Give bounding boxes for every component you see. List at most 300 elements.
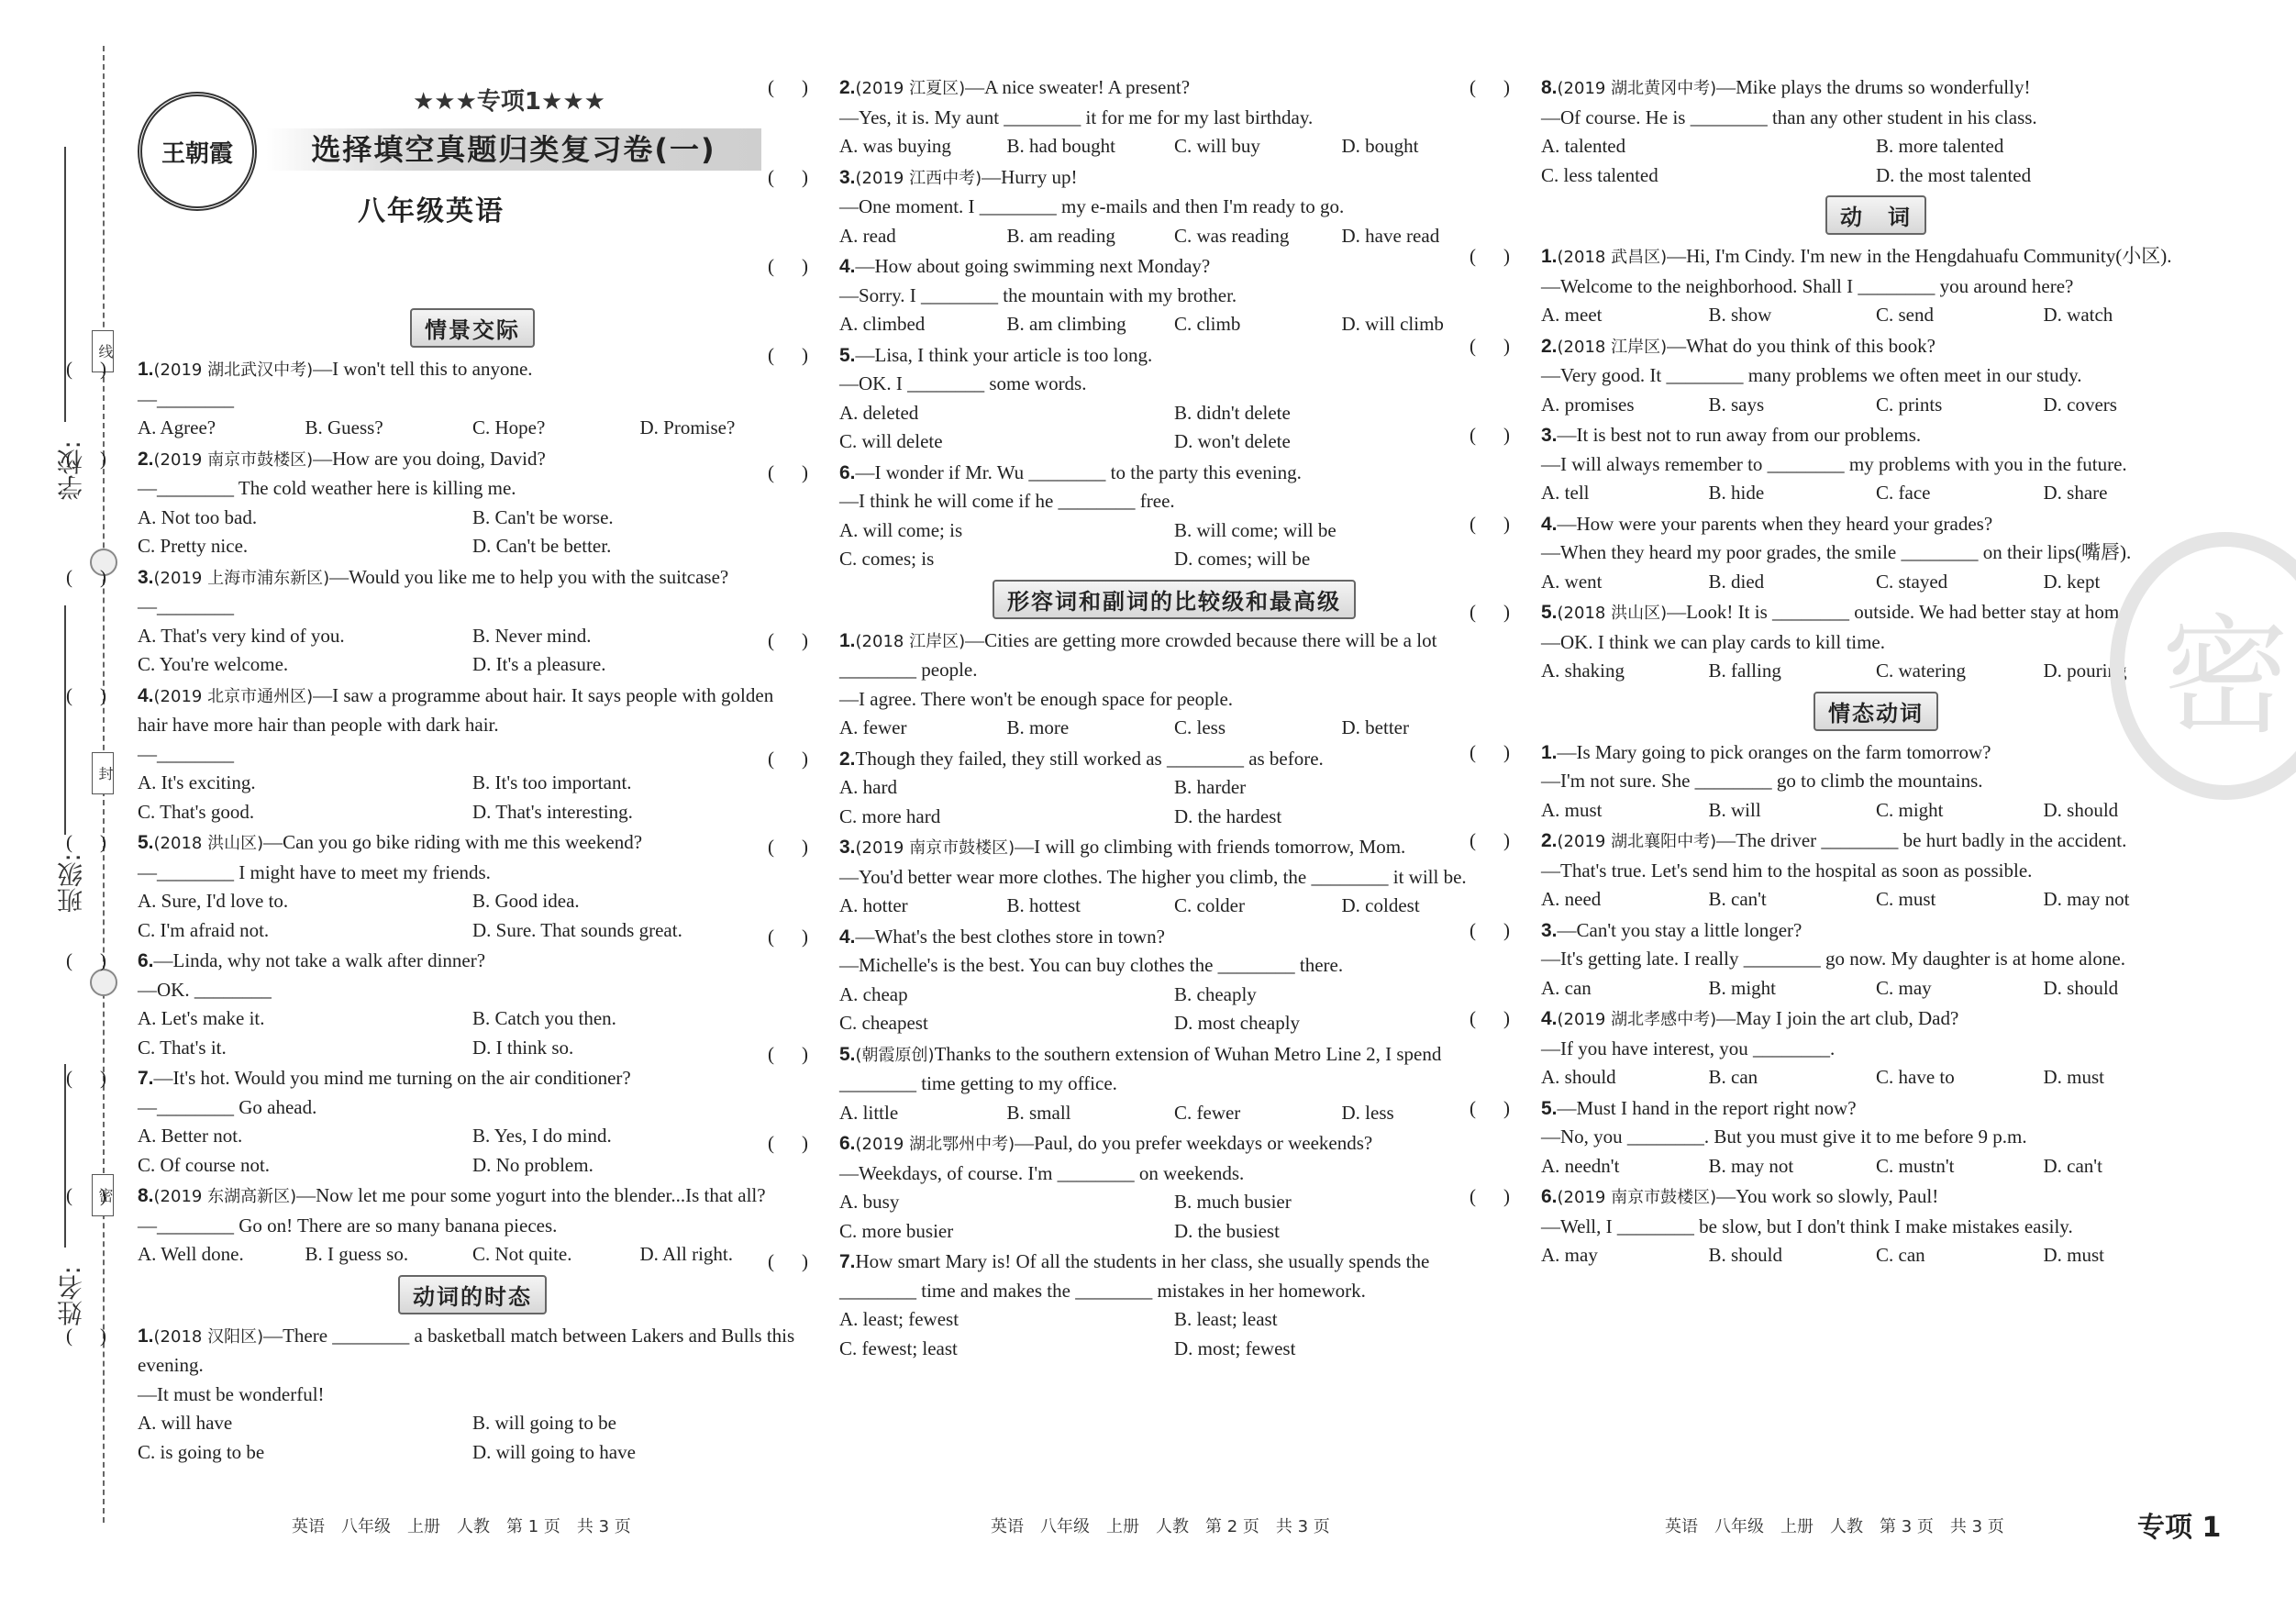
section-heading — [1541, 195, 2211, 235]
question-stem — [1541, 242, 2211, 301]
section-heading — [1541, 692, 2211, 731]
question-number: 6. — [839, 1133, 856, 1154]
answer-option[interactable]: B. cheaply — [1174, 982, 1257, 1005]
answer-option[interactable]: D. better — [1341, 716, 1409, 738]
question-stem — [1541, 1004, 2211, 1063]
answer-option[interactable]: C. I'm afraid not. — [138, 918, 270, 941]
answer-option[interactable]: B. small — [1006, 1101, 1071, 1124]
answer-option[interactable]: B. Can't be worse. — [472, 505, 614, 528]
seal-mark-secret: 密 — [92, 1174, 114, 1216]
question-number: 5. — [1541, 1097, 1558, 1119]
answer-option[interactable]: A. tell — [1541, 482, 1590, 504]
answer-option[interactable]: D. the hardest — [1174, 804, 1282, 827]
question-item — [138, 1064, 807, 1180]
answer-option[interactable]: D. Sure. That sounds great. — [472, 918, 682, 941]
question-line: —How were your parents when they heard your grades? — [1557, 512, 1993, 535]
answer-option[interactable]: B. Good idea. — [472, 890, 580, 912]
question-number: 1. — [138, 1325, 154, 1347]
question-number: 2. — [138, 448, 154, 470]
question-item — [138, 828, 807, 945]
question-item — [138, 355, 807, 443]
section-title: 情景交际 — [410, 308, 535, 348]
answer-option[interactable]: A. climbed — [839, 313, 926, 335]
question-column-2 — [839, 73, 1509, 1365]
question-line: —Of course. He is ________ than any other student in his class. — [1541, 105, 2037, 128]
question-source: (2018 武昌区) — [1557, 248, 1668, 267]
question-stem — [138, 563, 807, 622]
question-stem — [839, 73, 1509, 132]
answer-option[interactable]: A. hotter — [839, 894, 908, 916]
answer-option[interactable]: C. will delete — [839, 430, 943, 452]
answer-option[interactable]: A. Well done. — [138, 1243, 244, 1265]
question-item — [1541, 332, 2211, 420]
answer-option[interactable]: B. It's too important. — [472, 771, 632, 793]
answer-option[interactable]: C. comes; is — [839, 548, 935, 570]
question-item — [839, 73, 1509, 161]
answer-option[interactable]: B. Never mind. — [472, 624, 592, 647]
answer-option[interactable]: C. Not quite. — [472, 1243, 572, 1265]
question-line: —You work so slowly, Paul! — [1716, 1185, 1939, 1207]
answer-option[interactable]: B. will going to be — [472, 1412, 616, 1434]
answer-option[interactable]: C. might — [1876, 798, 1944, 821]
answer-option[interactable]: A. promises — [1541, 393, 1635, 416]
question-item — [1541, 510, 2211, 597]
answer-option[interactable]: D. coldest — [1341, 894, 1420, 916]
answer-option[interactable]: A. Agree? — [138, 416, 216, 438]
question-line: —I will always remember to ________ my problems with you in the future. — [1541, 452, 2127, 475]
answer-option[interactable]: D. Can't be better. — [472, 535, 612, 557]
question-line: —Sorry. I ________ the mountain with my brother. — [839, 283, 1237, 306]
answer-option[interactable]: B. may not — [1708, 1154, 1794, 1177]
name-label: 姓名: — [56, 1266, 86, 1326]
page-footer: 英语 八年级 上册 人教 第 2 页 共 3 页 — [991, 1517, 1330, 1536]
answer-option[interactable]: A. shaking — [1541, 660, 1625, 682]
answer-option[interactable]: B. can — [1708, 1066, 1758, 1088]
question-line: —Hi, I'm Cindy. I'm new in the Hengdahuafu Community(小区). — [1667, 245, 2172, 267]
question-item — [138, 682, 807, 827]
question-number: 4. — [1541, 1008, 1558, 1029]
question-item — [1541, 73, 2211, 190]
answer-option[interactable]: B. much busier — [1174, 1191, 1292, 1213]
question-item — [1541, 916, 2211, 1004]
answer-option[interactable]: D. will going to have — [472, 1440, 636, 1463]
answer-option[interactable]: C. That's it. — [138, 1036, 227, 1059]
question-stem — [138, 1181, 807, 1240]
answer-option[interactable]: B. Guess? — [305, 416, 383, 438]
answer-option[interactable]: B. am reading — [1006, 224, 1115, 247]
answer-option[interactable]: B. died — [1708, 570, 1765, 593]
answer-options — [1541, 885, 2211, 915]
answer-option[interactable]: C. will buy — [1174, 135, 1260, 157]
brand-logo: 王朝霞 — [138, 92, 257, 211]
question-source: (2018 汉阳区) — [153, 1326, 264, 1347]
answer-option[interactable]: A. was buying — [839, 135, 951, 157]
question-line: —________ — [138, 742, 234, 765]
answer-option[interactable]: C. watering — [1876, 660, 1966, 682]
question-number: 5. — [839, 344, 856, 366]
answer-option[interactable]: A. fewer — [839, 716, 907, 738]
question-item — [839, 459, 1509, 574]
question-line: —Would you like me to help you with the suitcase? — [329, 565, 729, 588]
question-stem — [839, 1248, 1509, 1305]
answer-option[interactable]: A. meet — [1541, 304, 1603, 326]
question-line: —Lisa, I think your article is too long. — [855, 343, 1153, 366]
question-stem — [839, 627, 1509, 715]
question-source: (2019 南京市鼓楼区) — [153, 449, 314, 470]
question-item — [1541, 1004, 2211, 1092]
answer-option[interactable]: B. harder — [1174, 776, 1247, 798]
question-line: —It must be wonderful! — [138, 1382, 325, 1405]
question-stem — [839, 745, 1509, 774]
answer-option[interactable]: C. Pretty nice. — [138, 535, 249, 557]
answer-option[interactable]: B. can't — [1708, 888, 1767, 910]
question-number: 6. — [839, 461, 856, 483]
question-source: (2019 湖北鄂州中考) — [855, 1135, 1015, 1154]
question-stem — [839, 923, 1509, 981]
answer-option[interactable]: A. should — [1541, 1066, 1616, 1088]
answer-option[interactable]: D. I think so. — [472, 1036, 574, 1059]
answer-option[interactable]: A. can — [1541, 976, 1592, 999]
answer-option[interactable]: B. might — [1708, 976, 1777, 999]
question-number: 6. — [138, 950, 154, 971]
section-title: 情态动词 — [1814, 692, 1938, 731]
answer-option[interactable]: C. fewest; least — [839, 1336, 958, 1359]
answer-options — [839, 773, 1509, 831]
answer-option[interactable]: A. may — [1541, 1244, 1598, 1266]
answer-option[interactable]: C. climb — [1174, 313, 1241, 335]
question-line: —Cities are getting more crowded because there will be a lot ________ people. — [839, 628, 1437, 681]
answer-option[interactable]: D. covers — [2043, 393, 2117, 416]
answer-option[interactable]: B. show — [1708, 304, 1772, 326]
answer-option[interactable]: B. Catch you then. — [472, 1007, 616, 1029]
question-line: —________ Go on! There are so many banana pieces. — [138, 1214, 558, 1237]
answer-option[interactable]: C. must — [1876, 888, 1936, 910]
question-line: —I agree. There won't be enough space for people. — [839, 687, 1234, 710]
question-line: —Is Mary going to pick oranges on the farm tomorrow? — [1557, 740, 1991, 763]
answer-option[interactable]: D. the busiest — [1174, 1219, 1280, 1242]
answer-option[interactable]: B. least; least — [1174, 1308, 1278, 1330]
question-stem — [839, 1040, 1509, 1099]
answer-option[interactable]: C. colder — [1174, 894, 1245, 916]
question-line: —________ The cold weather here is killing me. — [138, 477, 516, 499]
question-item — [839, 252, 1509, 339]
answer-option[interactable]: A. will come; is — [839, 518, 963, 541]
answer-option[interactable]: D. All right. — [639, 1243, 734, 1265]
question-item — [839, 341, 1509, 457]
seal-mark-seal: 封 — [92, 752, 114, 794]
question-line: —Can't you stay a little longer? — [1557, 918, 1802, 941]
answer-option[interactable]: C. may — [1876, 976, 1932, 999]
answer-option[interactable]: C. less — [1174, 716, 1226, 738]
answer-option[interactable]: D. can't — [2043, 1154, 2102, 1177]
question-line: —That's true. Let's send him to the hospital as soon as possible. — [1541, 859, 2033, 882]
question-line: Thanks to the southern extension of Wuhan Metro Line 2, I spend ________ time getting to my office. — [839, 1042, 1442, 1094]
answer-options — [839, 132, 1509, 161]
answer-option[interactable]: A. must — [1541, 798, 1603, 821]
answer-options — [1541, 479, 2211, 508]
question-line: —I'm not sure. She ________ go to climb the mountains. — [1541, 770, 1983, 792]
answer-option[interactable]: B. hide — [1708, 482, 1765, 504]
answer-option[interactable]: A. hard — [839, 776, 897, 798]
section-title: 形容词和副词的比较级和最高级 — [993, 580, 1356, 619]
answer-option[interactable]: B. more talented — [1876, 135, 2004, 157]
answer-option[interactable]: B. will — [1708, 798, 1761, 821]
answer-option[interactable]: C. prints — [1876, 393, 1943, 416]
question-source: (2019 北京市通州区) — [153, 686, 314, 706]
answer-option[interactable]: D. watch — [2043, 304, 2113, 326]
question-stem — [138, 355, 807, 414]
question-line: —One moment. I ________ my e-mails and then I'm ready to go. — [839, 195, 1345, 217]
question-line: —Michelle's is the best. You can buy clothes the ________ there. — [839, 954, 1344, 976]
question-line: —I wonder if Mr. Wu ________ to the party this evening. — [855, 460, 1302, 483]
answer-option[interactable]: C. fewer — [1174, 1101, 1241, 1124]
question-number: 3. — [839, 166, 856, 188]
answer-option[interactable]: C. cheapest — [839, 1012, 928, 1034]
question-stem — [839, 341, 1509, 399]
answer-option[interactable]: C. more hard — [839, 804, 941, 827]
answer-options — [839, 981, 1509, 1038]
answer-options — [138, 1240, 807, 1270]
question-number: 1. — [839, 629, 856, 651]
question-source: (2019 南京市鼓楼区) — [1557, 1188, 1717, 1207]
question-stem — [839, 833, 1509, 892]
answer-option[interactable]: D. have read — [1341, 224, 1440, 247]
question-item — [839, 745, 1509, 832]
secret-watermark: 密 — [2110, 532, 2296, 800]
answer-option[interactable]: D. will climb — [1341, 313, 1444, 335]
question-number: 4. — [839, 256, 856, 277]
class-blank — [64, 605, 66, 835]
question-stem — [1541, 826, 2211, 885]
answer-option[interactable]: A. Better not. — [138, 1125, 243, 1147]
answer-option[interactable]: D. should — [2043, 976, 2119, 999]
answer-option[interactable]: D. won't delete — [1174, 430, 1291, 452]
answer-options — [1541, 391, 2211, 420]
question-stem — [1541, 332, 2211, 391]
special-label: ★★★专项1★★★ — [413, 88, 605, 116]
answer-option[interactable]: A. That's very kind of you. — [138, 624, 345, 647]
answer-option[interactable]: A. little — [839, 1101, 899, 1124]
section-heading — [138, 308, 807, 348]
question-number: 5. — [1541, 602, 1558, 623]
answer-option[interactable]: D. most; fewest — [1174, 1336, 1296, 1359]
answer-option[interactable]: D. most cheaply — [1174, 1012, 1301, 1034]
answer-option[interactable]: B. Yes, I do mind. — [472, 1125, 612, 1147]
answer-option[interactable]: B. will come; will be — [1174, 518, 1337, 541]
answer-option[interactable]: C. face — [1876, 482, 1931, 504]
answer-options — [1541, 132, 2211, 190]
answer-option[interactable]: D. No problem. — [472, 1153, 593, 1176]
question-source: (2019 江夏区) — [855, 79, 966, 98]
question-stem — [839, 1129, 1509, 1188]
question-line: —Weekdays, of course. I'm ________ on weekends. — [839, 1161, 1245, 1184]
answer-options — [1541, 1241, 2211, 1270]
answer-option[interactable]: A. read — [839, 224, 896, 247]
question-item — [138, 1322, 807, 1468]
answer-option[interactable]: B. falling — [1708, 660, 1781, 682]
question-number: 8. — [138, 1185, 154, 1206]
answer-option[interactable]: D. less — [1341, 1101, 1394, 1124]
answer-option[interactable]: C. Of course not. — [138, 1153, 271, 1176]
answer-option[interactable]: D. must — [2043, 1244, 2105, 1266]
answer-option[interactable]: C. send — [1876, 304, 1934, 326]
answer-options — [1541, 568, 2211, 597]
question-number: 2. — [1541, 335, 1558, 357]
answer-options — [839, 399, 1509, 457]
question-line: —It is best not to run away from our problems. — [1557, 424, 1922, 446]
question-line: —No, you ________. But you must give it to me before 9 p.m. — [1541, 1126, 2027, 1148]
answer-option[interactable]: A. deleted — [839, 401, 919, 424]
answer-option[interactable]: A. Sure, I'd love to. — [138, 890, 289, 912]
question-stem — [138, 1064, 807, 1122]
answer-option[interactable]: A. will have — [138, 1412, 233, 1434]
question-line: —It's getting late. I really ________ go now. My daughter is at home alone. — [1541, 948, 2125, 970]
answer-option[interactable]: B. I guess so. — [305, 1243, 409, 1265]
question-number: 8. — [1541, 77, 1558, 98]
question-stem — [138, 682, 807, 770]
question-line: —I saw a programme about hair. It says people with golden hair have more hair than people with dark hair. — [138, 683, 774, 736]
answer-option[interactable]: A. Let's make it. — [138, 1007, 265, 1029]
question-stem — [1541, 1094, 2211, 1152]
answer-option[interactable]: D. must — [2043, 1066, 2105, 1088]
answer-options — [1541, 1152, 2211, 1181]
answer-option[interactable]: D. That's interesting. — [472, 800, 633, 823]
answer-option[interactable]: A. Not too bad. — [138, 505, 258, 528]
answer-options — [839, 310, 1509, 339]
answer-option[interactable]: C. You're welcome. — [138, 653, 289, 675]
question-line: —Now let me pour some yogurt into the blender...Is that all? — [296, 1184, 766, 1206]
question-line: —Look! It is ________ outside. We had better stay at home. — [1667, 601, 2133, 623]
question-item — [1541, 421, 2211, 508]
question-line: How smart Mary is! Of all the students in her class, she usually spends the ________ time and makes the ________ mistakes in her homework. — [839, 1250, 1430, 1302]
answer-options — [138, 504, 807, 561]
question-stem — [839, 459, 1509, 516]
answer-options — [138, 622, 807, 680]
answer-option[interactable]: C. Hope? — [472, 416, 546, 438]
answer-option[interactable]: D. kept — [2043, 570, 2101, 593]
question-line: —OK. I ________ some words. — [839, 372, 1087, 394]
answer-option[interactable]: B. had bought — [1006, 135, 1115, 157]
question-line: —Can you go bike riding with me this weekend? — [263, 831, 643, 853]
question-line: Though they failed, they still worked as ________ as before. — [855, 747, 1324, 770]
footer-tag: 专项 1 — [2137, 1512, 2222, 1544]
answer-option[interactable]: C. is going to be — [138, 1440, 265, 1463]
question-stem — [138, 1322, 807, 1410]
question-line: —Very good. It ________ many problems we often meet in our study. — [1541, 364, 2082, 386]
question-item — [839, 1129, 1509, 1246]
section-heading — [839, 580, 1509, 619]
page-subtitle: 八年级英语 — [358, 195, 505, 227]
section-heading — [138, 1275, 807, 1314]
question-item — [839, 833, 1509, 921]
question-item — [1541, 242, 2211, 330]
answer-option[interactable]: C. stayed — [1876, 570, 1948, 593]
question-source: (2018 洪山区) — [153, 834, 264, 853]
question-number: 3. — [138, 566, 154, 588]
seal-mark-line: 线 — [92, 330, 114, 372]
answer-option[interactable]: B. hottest — [1006, 894, 1081, 916]
answer-option[interactable]: D. Promise? — [639, 416, 736, 438]
question-number: 2. — [839, 748, 856, 770]
answer-options — [138, 1004, 807, 1062]
question-line: —________ I might have to meet my friends. — [138, 860, 491, 883]
answer-option[interactable]: D. It's a pleasure. — [472, 653, 606, 675]
answer-options — [138, 414, 807, 443]
question-line: —________ — [138, 387, 234, 410]
answer-option[interactable]: D. may not — [2043, 888, 2130, 910]
question-line: —Must I hand in the report right now? — [1557, 1096, 1857, 1119]
answer-option[interactable]: A. needn't — [1541, 1154, 1620, 1177]
question-line: —I will go climbing with friends tomorrow, Mom. — [1015, 836, 1406, 858]
answer-options — [839, 892, 1509, 921]
question-item — [839, 627, 1509, 743]
question-line: —I won't tell this to anyone. — [313, 358, 533, 380]
answer-option[interactable]: C. have to — [1876, 1066, 1955, 1088]
answer-option[interactable]: D. bought — [1341, 135, 1419, 157]
question-line: —Linda, why not take a walk after dinner? — [153, 949, 486, 971]
question-source: (2019 湖北武汉中考) — [153, 360, 314, 380]
question-number: 7. — [839, 1251, 856, 1272]
question-line: —If you have interest, you ________. — [1541, 1037, 1836, 1059]
question-number: 2. — [1541, 830, 1558, 851]
question-number: 1. — [1541, 246, 1558, 267]
answer-option[interactable]: B. should — [1708, 1244, 1783, 1266]
section-title: 动 词 — [1825, 195, 1926, 235]
answer-option[interactable]: D. pouring — [2043, 660, 2127, 682]
section-title: 动词的时态 — [398, 1275, 547, 1314]
school-label: 学校: — [56, 440, 86, 501]
answer-option[interactable]: A. cheap — [839, 982, 908, 1005]
answer-option[interactable]: A. It's exciting. — [138, 771, 256, 793]
page-footer: 英语 八年级 上册 人教 第 3 页 共 3 页 — [1665, 1517, 2004, 1536]
question-item — [1541, 1094, 2211, 1181]
answer-option[interactable]: A. busy — [839, 1191, 900, 1213]
question-source: (2019 湖北孝感中考) — [1557, 1010, 1717, 1029]
answer-option[interactable]: B. more — [1006, 716, 1070, 738]
answer-options — [839, 1305, 1509, 1363]
answer-option[interactable]: B. says — [1708, 393, 1765, 416]
question-line: —OK. I think we can play cards to kill time. — [1541, 630, 1885, 653]
answer-option[interactable]: A. went — [1541, 570, 1603, 593]
question-line: —Paul, do you prefer weekdays or weekends? — [1015, 1132, 1373, 1154]
question-source: (朝霞原创) — [855, 1045, 935, 1065]
question-stem — [1541, 510, 2211, 568]
question-line: —I think he will come if he ________ free. — [839, 490, 1175, 512]
question-stem — [839, 163, 1509, 222]
answer-option[interactable]: C. more busier — [839, 1219, 954, 1242]
answer-option[interactable]: C. can — [1876, 1244, 1925, 1266]
answer-option[interactable]: C. was reading — [1174, 224, 1290, 247]
answer-option[interactable]: D. should — [2043, 798, 2119, 821]
answer-option[interactable]: D. the most talented — [1876, 163, 2032, 186]
question-number: 5. — [138, 832, 154, 853]
answer-option[interactable]: C. That's good. — [138, 800, 255, 823]
answer-option[interactable]: C. mustn't — [1876, 1154, 1955, 1177]
answer-option[interactable]: A. talented — [1541, 135, 1626, 157]
answer-option[interactable]: B. am climbing — [1006, 313, 1126, 335]
answer-options — [839, 1099, 1509, 1128]
answer-option[interactable]: D. comes; will be — [1174, 548, 1311, 570]
answer-option[interactable]: B. didn't delete — [1174, 401, 1291, 424]
answer-option[interactable]: A. least; fewest — [839, 1308, 959, 1330]
answer-option[interactable]: C. less talented — [1541, 163, 1658, 186]
answer-options — [839, 222, 1509, 251]
answer-option[interactable]: A. need — [1541, 888, 1602, 910]
question-line: —The driver ________ be hurt badly in the accident. — [1716, 829, 2127, 851]
answer-option[interactable]: D. share — [2043, 482, 2108, 504]
question-stem — [1541, 421, 2211, 479]
question-number: 4. — [138, 684, 154, 706]
